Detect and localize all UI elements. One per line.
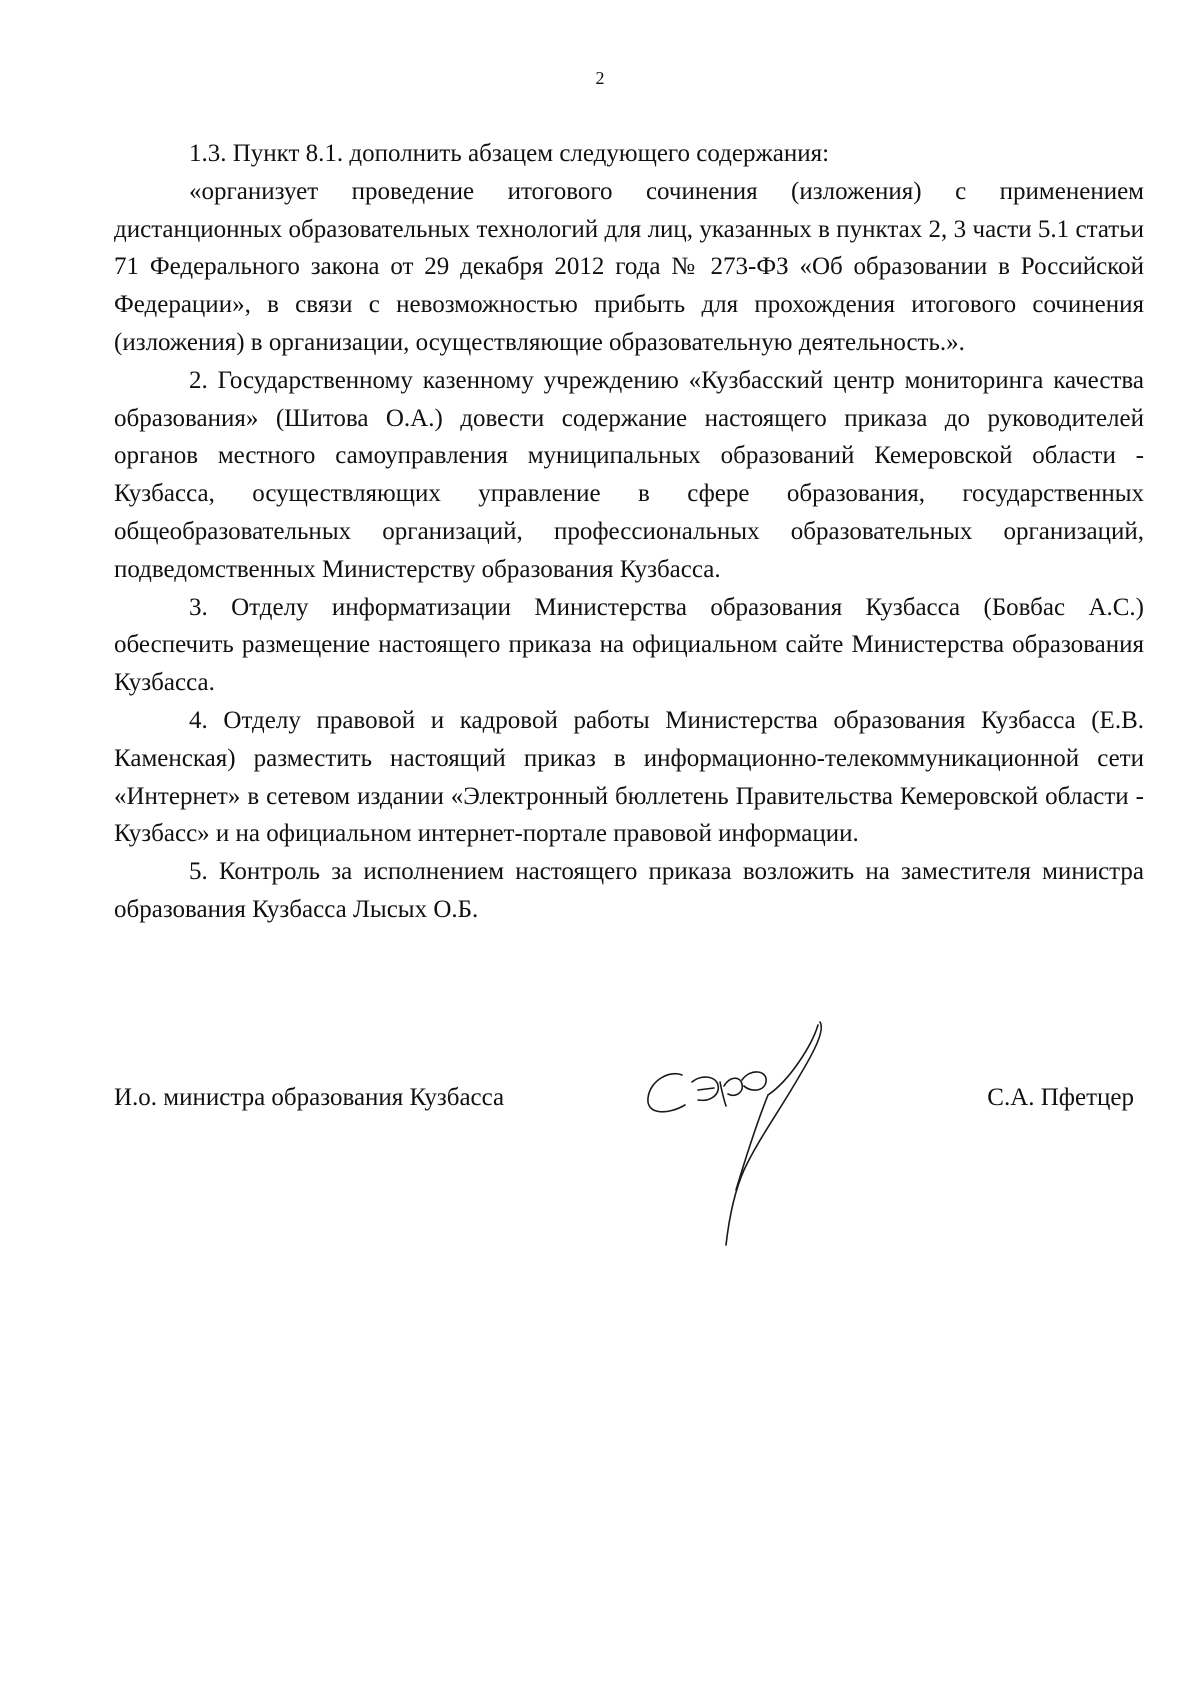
paragraph-3: 3. Отделу информатизации Министерства образования Кузбасса (Бовбас А.С.) обеспечить размещение настоящего приказа на официальном сайте Министерства образования Кузбасса. [114, 593, 1144, 697]
paragraph-1-3: 1.3. Пункт 8.1. дополнить абзацем следующего содержания: [189, 140, 830, 167]
signature-row [114, 1078, 1144, 1118]
handwritten-signature [640, 1020, 860, 1270]
document-body [114, 135, 1144, 929]
signer-name: С.А. Пфетцер [987, 1084, 1134, 1111]
paragraph-quote: «организует проведение итогового сочинения (изложения) с применением дистанционных образовательных технологий для лиц, указанных в пунктах 2, 3 части 5.1 статьи 71 Федерального закона от 29 декабря 2012 года № 273-ФЗ «Об образовании в Российской Федерации», в связи с невозможностью прибыть для прохождения итогового сочинения (изложения) в организации, осуществляющие образовательную деятельность.». [114, 177, 1144, 356]
paragraph-2: 2. Государственному казенному учреждению «Кузбасский центр мониторинга качества образования» (Шитова О.А.) довести содержание настоящего приказа до руководителей органов местного самоуправления муниципальных образований Кемеровской области - Кузбасса, осуществляющих управление в сфере образования, государственных общеобразовательных организаций, профессиональных образовательных организаций, подведомственных Министерству образования Кузбасса. [114, 366, 1144, 583]
paragraph-5: 5. Контроль за исполнением настоящего приказа возложить на заместителя министра образования Кузбасса Лысых О.Б. [114, 858, 1144, 923]
page-number: 2 [595, 68, 605, 88]
paragraph-4: 4. Отделу правовой и кадровой работы Министерства образования Кузбасса (Е.В. Каменская) разместить настоящий приказ в информационно-телекоммуникационной сети «Интернет» в сетевом издании «Электронный бюллетень Правительства Кемеровской области - Кузбасс» и на официальном интернет-портале правовой информации. [114, 706, 1144, 848]
signer-title: И.о. министра образования Кузбасса [114, 1084, 505, 1111]
